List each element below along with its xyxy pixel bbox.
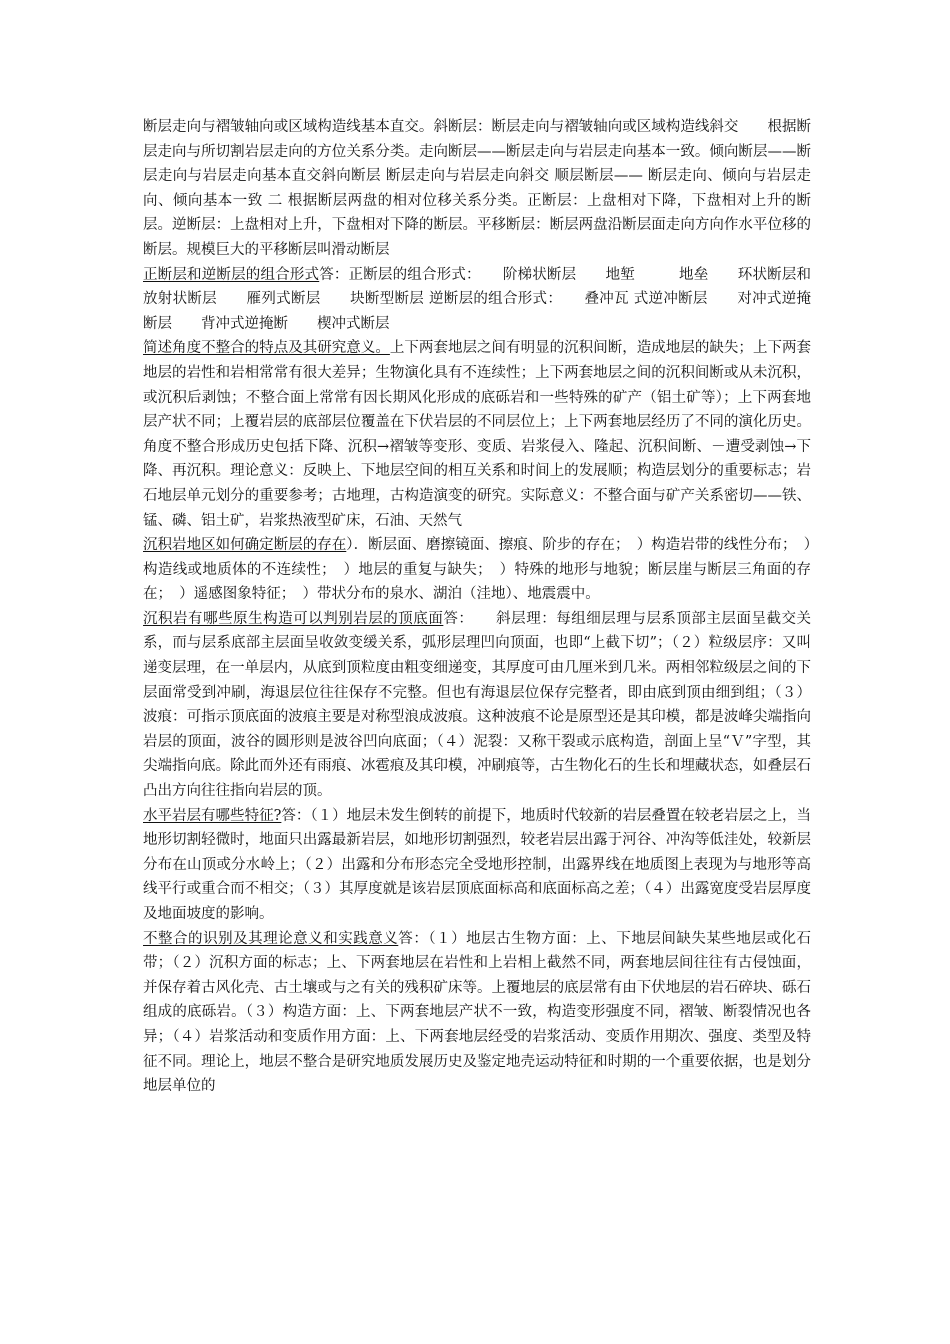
paragraph-unconformity-recognition xyxy=(143,927,811,1099)
paragraph-text: 断层走向与褶皱轴向或区域构造线基本直交。斜断层：断层走向与褶皱轴向或区域构造线斜交 根据断层走向与所切割岩层走向的方位关系分类。走向断层——断层走向与岩层走向基本一致。倾向断层——断层走向与岩层走向基本直交斜向断层 断层走向与岩层走向斜交 顺层断层—— 断层走向、倾向与岩层走向、倾向基本一致 二 根据断层两盘的相对位移关系分类。正断层：上盘相对下降，下盘相对上升的断层。逆断层：上盘相对上升，下盘相对下降的断层。平移断层：断层两盘沿断层面走向方向作水平位移的断层。规模巨大的平移断层叫滑动断层 xyxy=(143,119,811,258)
question-heading: 不整合的识别及其理论意义和实践意义 xyxy=(143,930,399,947)
question-heading: 沉积岩地区如何确定断层的存在 xyxy=(143,537,347,554)
paragraph-fault-identification xyxy=(143,533,811,607)
document-page xyxy=(143,115,811,1099)
answer-text: 答：正断层的组合形式： 阶梯状断层 地堑 地垒 环状断层和放射状断层 雁列式断层 块断型断层 逆断层的组合形式： 叠冲瓦 式逆冲断层 对冲式逆掩断层 背冲式逆掩断 楔冲式断层 xyxy=(143,266,812,332)
answer-text: 答：（１）地层古生物方面：上、下地层间缺失某些地层或化石带；（２）沉积方面的标志；上、下两套地层在岩性和上岩相上截然不同，两套地层间往往有古侵蚀面，并保存着古风化壳、古土壤或与之有关的残积矿床等。上覆地层的底层常有由下伏地层的岩石碎块、砾石组成的底砾岩。（３）构造方面：上、下两套地层产状不一致，构造变形强度不同，褶皱、断裂情况也各异；（４）岩浆活动和变质作用方面：上、下两套地层经受的岩浆活动、变质作用期次、强度、类型及特征不同。理论上，地层不整合是研究地质发展历史及鉴定地壳运动特征和时期的一个重要依据，也是划分地层单位的 xyxy=(143,930,812,1095)
paragraph-horizontal-strata xyxy=(143,804,811,927)
paragraph-angular-unconformity xyxy=(143,336,811,533)
paragraph-fault-classification xyxy=(143,115,811,263)
answer-text: ）．断层面、磨擦镜面、擦痕、阶步的存在； ）构造岩带的线性分布； ）构造线或地质体的不连续性； ）地层的重复与缺失； ）特殊的地形与地貌；断层崖与断层三角面的存在； ）遥感图象特征； ）带状分布的泉水、湖泊（洼地）、地震震中。 xyxy=(143,537,811,603)
answer-text: 答：（１）地层未发生倒转的前提下，地质时代较新的岩层叠置在较老岩层之上，当地形切割轻微时，地面只出露最新岩层，如地形切割强烈，较老岩层出露于河谷、冲沟等低洼处，较新层分布在山顶或分水岭上；（２）出露和分布形态完全受地形控制，出露界线在地质图上表现为与地形等高线平行或重合而不相交；（３）其厚度就是该岩层顶底面标高和底面标高之差；（４）出露宽度受岩层厚度及地面坡度的影响。 xyxy=(143,807,811,922)
question-heading: 简述角度不整合的特点及其研究意义。 xyxy=(143,340,390,357)
answer-text: 答： 斜层理：每组细层理与层系顶部主层面呈截交关系，而与层系底部主层面呈收敛变缓关系，弧形层理凹向顶面，也即“上截下切”；（２）粒级层序：又叫递变层理，在一单层内，从底到顶粒度由粗变细递变，其厚度可由几厘米到几米。两相邻粒级层之间的下层面常受到冲刷，海退层位往往保存不完整。但也有海退层位保存完整者，即由底到顶由细到组；（３）波痕：可指示顶底面的波痕主要是对称型浪成波痕。这种波痕不论是原型还是其印模，都是波峰尖端指向岩层的顶面，波谷的圆形则是波谷凹向底面；（４）泥裂：又称干裂或示底构造，剖面上呈“Ｖ”字型，其尖端指向底。除此而外还有雨痕、冰雹痕及其印模，冲刷痕等，古生物化石的生长和埋藏状态，如叠层石凸出方向往往指向岩层的顶。 xyxy=(143,610,812,800)
question-heading: 沉积岩有哪些原生构造可以判别岩层的顶底面 xyxy=(143,610,444,627)
answer-text: 上下两套地层之间有明显的沉积间断，造成地层的缺失；上下两套地层的岩性和岩相常常有很大差异；生物演化具有不连续性；上下两套地层之间的沉积间断或从未沉积，或沉积后剥蚀；不整合面上常常有因长期风化形成的底砾岩和一些特殊的矿产（铝土矿等）；上下两套地层产状不同；上覆岩层的底部层位覆盖在下伏岩层的不同层位上；上下两套地层经历了不同的演化历史。角度不整合形成历史包括下降、沉积→褶皱等变形、变质、岩浆侵入、隆起、沉积间断、－遭受剥蚀→下降、再沉积。理论意义：反映上、下地层空间的相互关系和时间上的发展顺；构造层划分的重要标志；岩石地层单元划分的重要参考；古地理，古构造演变的研究。实际意义：不整合面与矿产关系密切——铁、锰、磷、铝土矿，岩浆热液型矿床，石油、天然气 xyxy=(143,340,812,529)
question-heading: 正断层和逆断层的组合形式 xyxy=(143,266,320,283)
paragraph-primary-structures xyxy=(143,607,811,804)
question-heading: 水平岩层有哪些特征? xyxy=(143,807,282,824)
paragraph-fault-combinations xyxy=(143,263,811,337)
